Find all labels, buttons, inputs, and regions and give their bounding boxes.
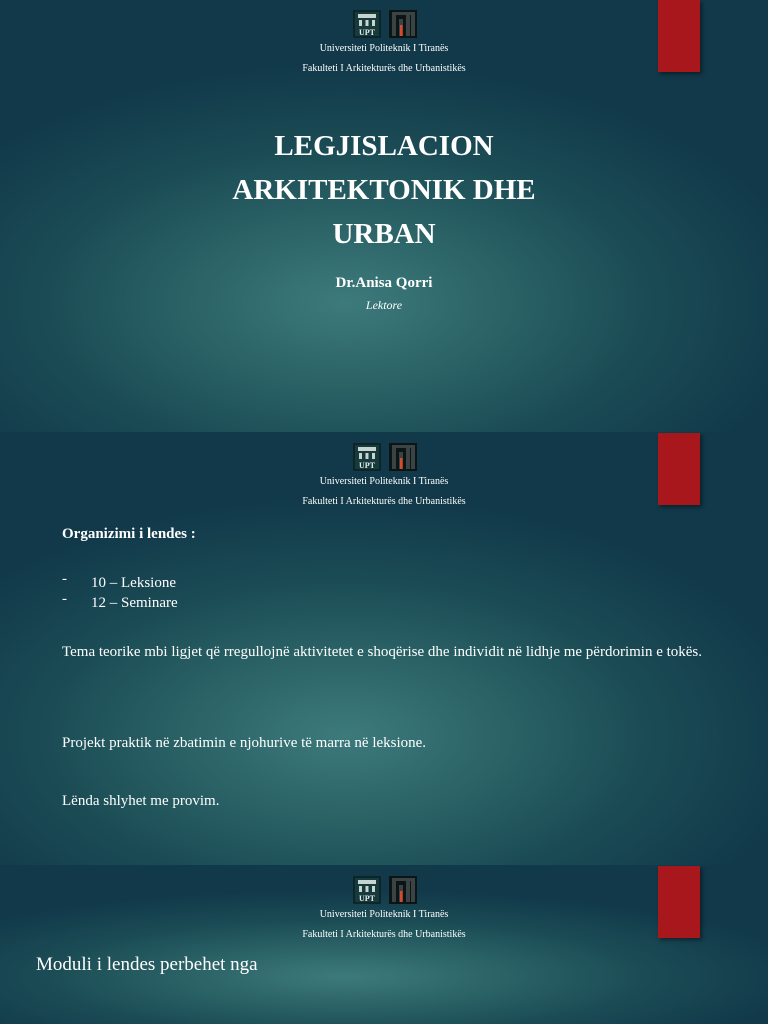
- author-name: Dr.Anisa Qorri: [335, 275, 433, 291]
- faculty-name: Fakulteti I Arkitekturës dhe Urbanistikës: [302, 496, 466, 507]
- list-bullet: -: [62, 571, 67, 587]
- presentation-title: [0, 124, 768, 256]
- university-name: Universiteti Politeknik I Tiranës: [319, 909, 449, 920]
- list-item-text: 10 – Leksione: [91, 575, 176, 591]
- fau-logo-icon: [388, 9, 418, 39]
- university-logos: [352, 875, 418, 907]
- university-logos: [352, 442, 418, 474]
- title-line: LEGJISLACION: [274, 130, 494, 162]
- module-heading: Moduli i lendes perbehet nga: [36, 954, 258, 975]
- list-item-text: 12 – Seminare: [91, 595, 178, 611]
- upt-logo-text: UPT: [359, 894, 375, 903]
- upt-logo-icon: [352, 9, 382, 39]
- paragraph-exam: Lënda shlyhet me provim.: [62, 793, 220, 809]
- paragraph-project: Projekt praktik në zbatimin e njohurive të marra në leksione.: [62, 735, 427, 751]
- upt-logo-text: UPT: [359, 28, 375, 37]
- author-role: Lektore: [365, 298, 403, 312]
- slide-module: [0, 866, 768, 1024]
- slide-course-organization: [0, 433, 768, 865]
- upt-logo-text: UPT: [359, 461, 375, 470]
- fau-logo-icon: [388, 442, 418, 472]
- university-name: Universiteti Politeknik I Tiranës: [319, 476, 449, 487]
- title-line: ARKITEKTONIK DHE: [232, 174, 536, 206]
- university-logos: [352, 9, 418, 41]
- paragraph-theory: Tema teorike mbi ligjet që rregullojnë aktivitetet e shoqërise dhe individit në lidhje me përdorimin e tokës.: [62, 644, 703, 660]
- fau-logo-icon: [388, 875, 418, 905]
- section-heading: Organizimi i lendes :: [62, 526, 196, 542]
- faculty-name: Fakulteti I Arkitekturës dhe Urbanistikës: [302, 63, 466, 74]
- upt-logo-icon: [352, 442, 382, 472]
- university-name: Universiteti Politeknik I Tiranës: [319, 43, 449, 54]
- slide-title: [0, 0, 768, 432]
- upt-logo-icon: [352, 875, 382, 905]
- faculty-name: Fakulteti I Arkitekturës dhe Urbanistikës: [302, 929, 466, 940]
- title-line: URBAN: [332, 218, 436, 250]
- list-bullet: -: [62, 591, 67, 607]
